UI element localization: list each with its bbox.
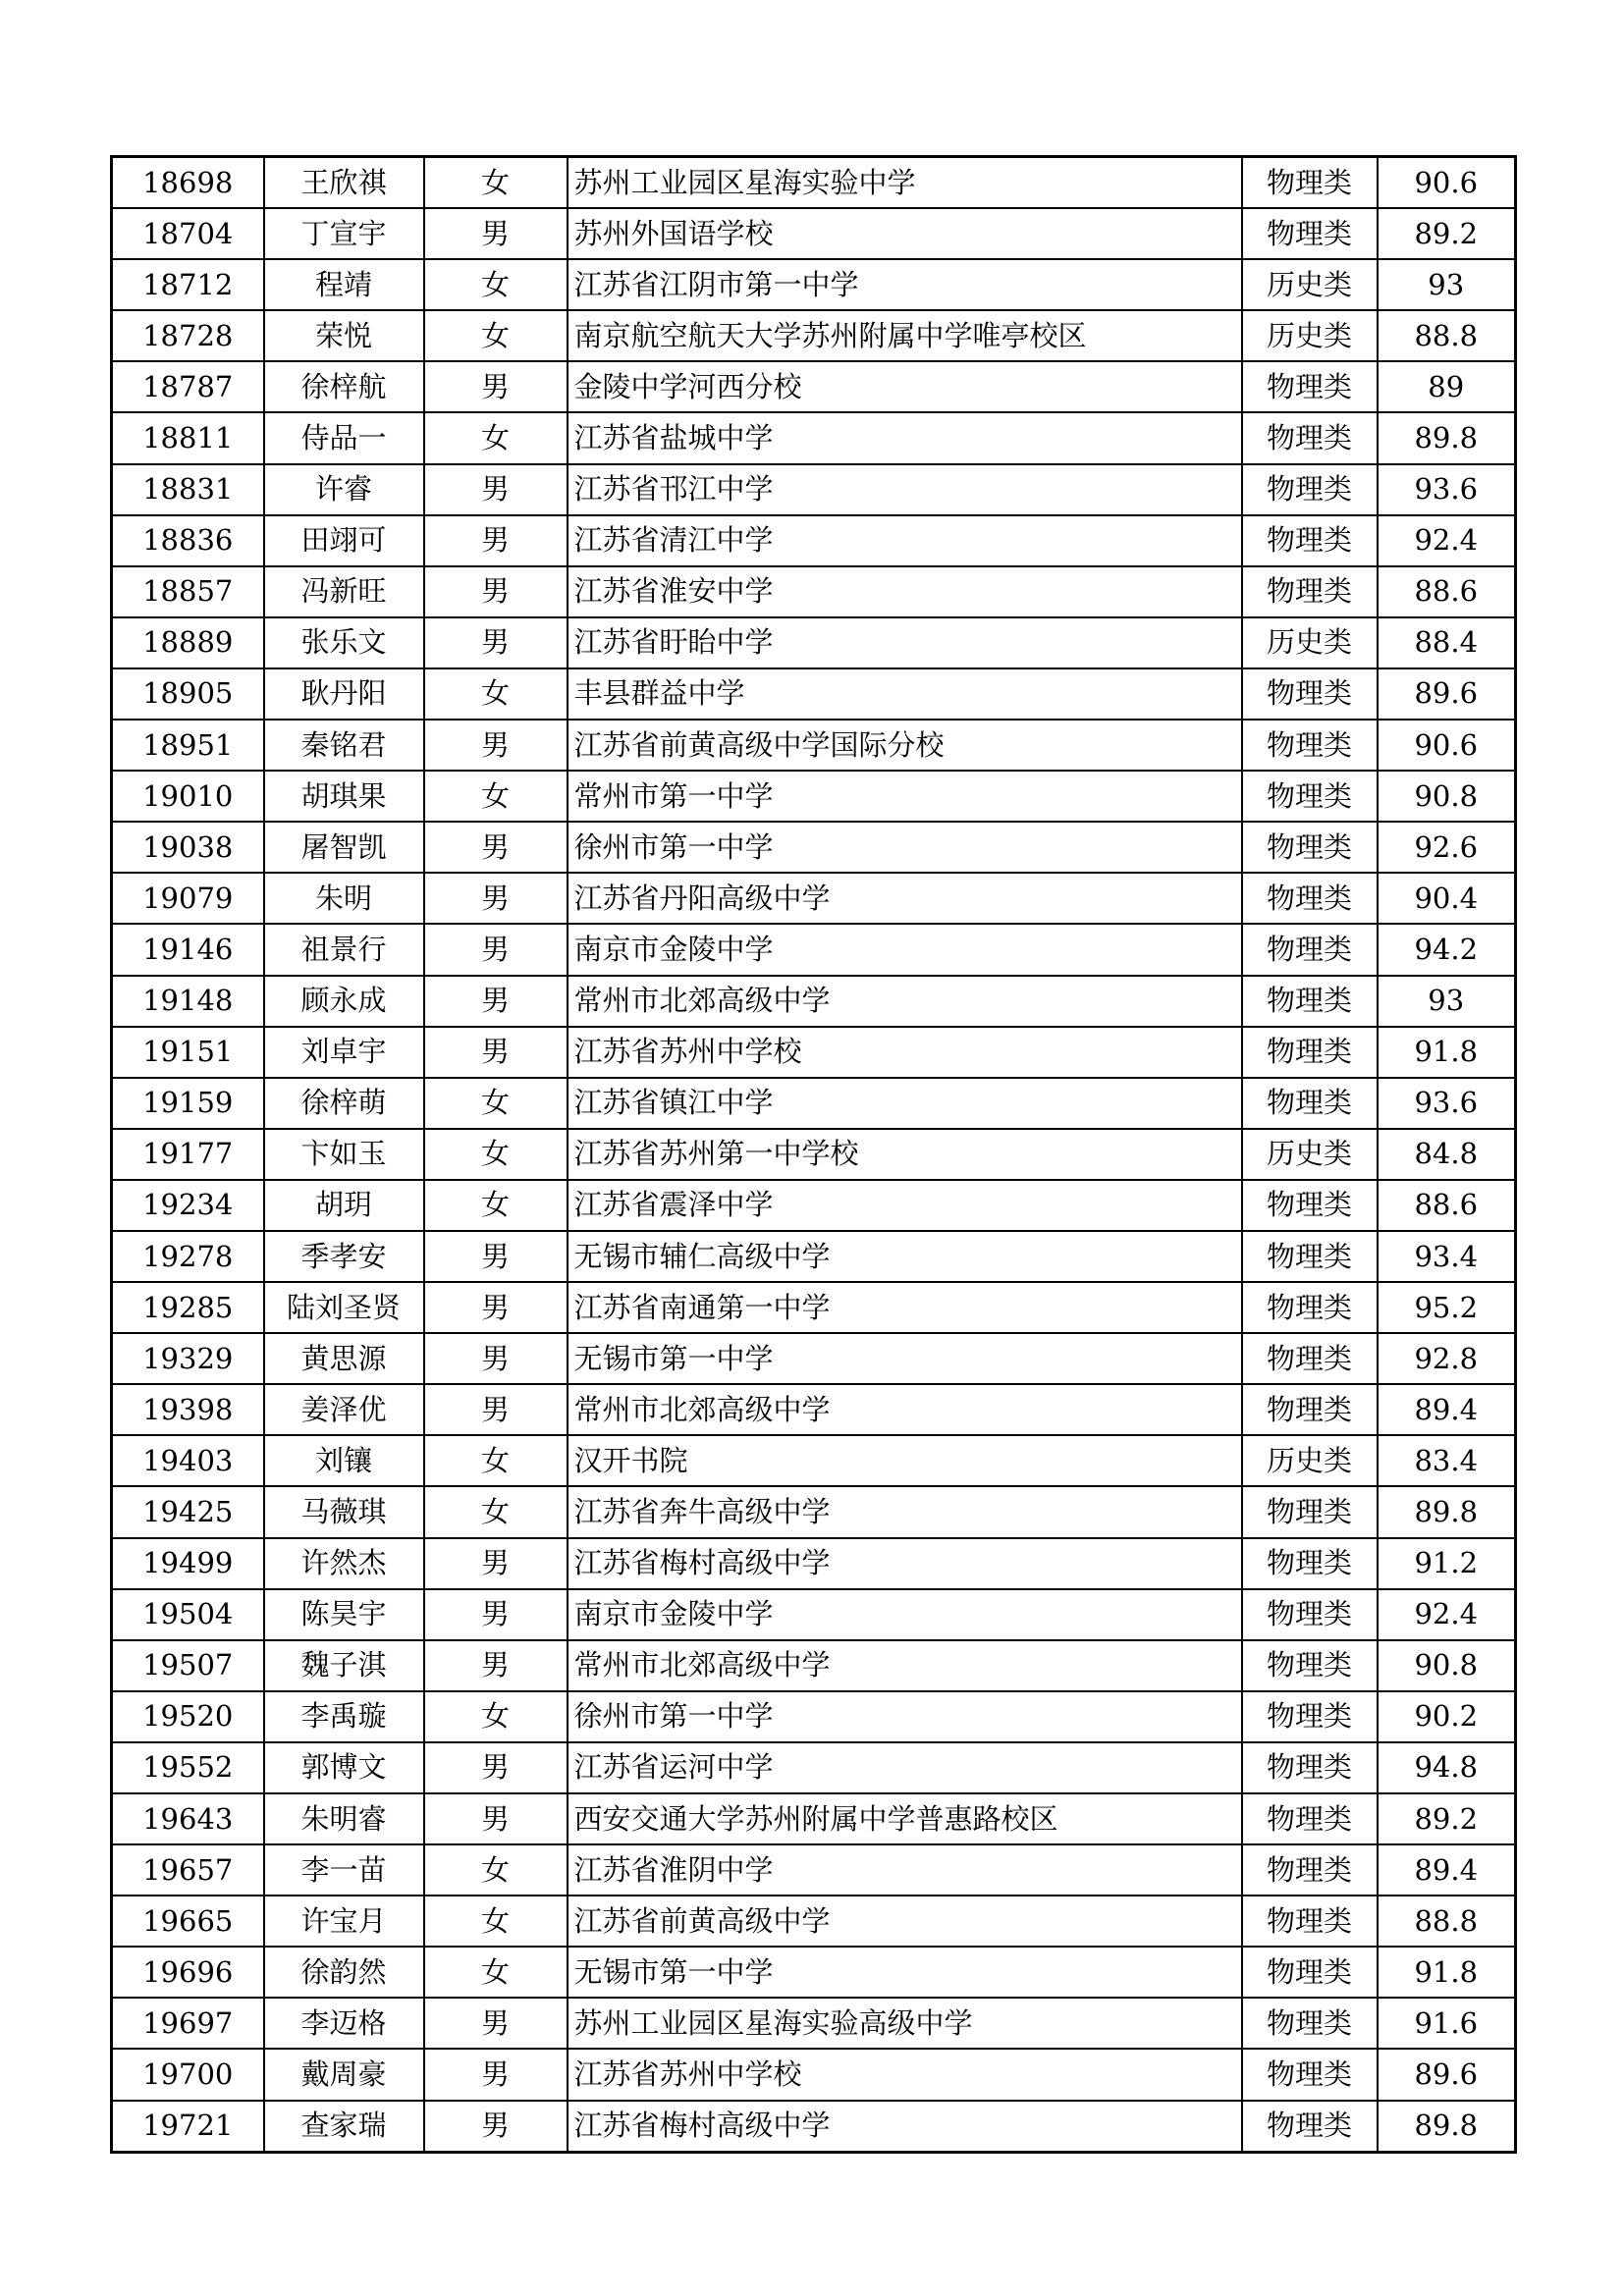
candidate-id-cell: 19520 bbox=[112, 1691, 264, 1742]
subject-track-cell: 物理类 bbox=[1242, 1538, 1378, 1589]
school-cell: 江苏省苏州第一中学校 bbox=[568, 1129, 1242, 1180]
candidate-id-cell: 19038 bbox=[112, 822, 264, 873]
gender-cell: 男 bbox=[424, 1538, 568, 1589]
subject-track-cell: 物理类 bbox=[1242, 1078, 1378, 1129]
subject-track-cell: 物理类 bbox=[1242, 361, 1378, 412]
gender-cell: 女 bbox=[424, 1691, 568, 1742]
gender-cell: 男 bbox=[424, 1640, 568, 1691]
score-cell: 89.4 bbox=[1378, 1844, 1516, 1896]
student-name-cell: 马薇琪 bbox=[264, 1486, 424, 1537]
school-cell: 江苏省盐城中学 bbox=[568, 412, 1242, 463]
student-name-cell: 李迈格 bbox=[264, 1998, 424, 2049]
gender-cell: 女 bbox=[424, 668, 568, 720]
subject-track-cell: 物理类 bbox=[1242, 464, 1378, 515]
candidate-id-cell: 18787 bbox=[112, 361, 264, 412]
table-row bbox=[112, 412, 1516, 463]
candidate-id-cell: 18712 bbox=[112, 259, 264, 310]
school-cell: 常州市北郊高级中学 bbox=[568, 976, 1242, 1027]
gender-cell: 女 bbox=[424, 412, 568, 463]
candidate-id-cell: 18905 bbox=[112, 668, 264, 720]
subject-track-cell: 物理类 bbox=[1242, 668, 1378, 720]
table-row bbox=[112, 1589, 1516, 1640]
score-cell: 88.4 bbox=[1378, 617, 1516, 668]
table-row bbox=[112, 1333, 1516, 1384]
score-cell: 88.6 bbox=[1378, 566, 1516, 617]
gender-cell: 女 bbox=[424, 1180, 568, 1231]
subject-track-cell: 物理类 bbox=[1242, 208, 1378, 259]
table-row bbox=[112, 1027, 1516, 1078]
score-cell: 94.2 bbox=[1378, 924, 1516, 975]
table-row bbox=[112, 720, 1516, 771]
table-row bbox=[112, 1129, 1516, 1180]
school-cell: 汉开书院 bbox=[568, 1435, 1242, 1486]
gender-cell: 男 bbox=[424, 1742, 568, 1793]
score-table-body bbox=[112, 157, 1516, 2153]
score-cell: 88.8 bbox=[1378, 1896, 1516, 1947]
table-row bbox=[112, 361, 1516, 412]
school-cell: 常州市第一中学 bbox=[568, 771, 1242, 822]
candidate-id-cell: 19552 bbox=[112, 1742, 264, 1793]
subject-track-cell: 物理类 bbox=[1242, 720, 1378, 771]
school-cell: 江苏省镇江中学 bbox=[568, 1078, 1242, 1129]
candidate-id-cell: 19697 bbox=[112, 1998, 264, 2049]
subject-track-cell: 物理类 bbox=[1242, 1231, 1378, 1282]
student-name-cell: 查家瑞 bbox=[264, 2101, 424, 2153]
subject-track-cell: 物理类 bbox=[1242, 1486, 1378, 1537]
score-cell: 91.8 bbox=[1378, 1027, 1516, 1078]
student-name-cell: 祖景行 bbox=[264, 924, 424, 975]
school-cell: 江苏省苏州中学校 bbox=[568, 1027, 1242, 1078]
subject-track-cell: 物理类 bbox=[1242, 1896, 1378, 1947]
gender-cell: 女 bbox=[424, 1078, 568, 1129]
score-cell: 89.6 bbox=[1378, 2049, 1516, 2100]
school-cell: 江苏省前黄高级中学国际分校 bbox=[568, 720, 1242, 771]
score-cell: 90.8 bbox=[1378, 771, 1516, 822]
student-name-cell: 秦铭君 bbox=[264, 720, 424, 771]
candidate-id-cell: 18831 bbox=[112, 464, 264, 515]
table-row bbox=[112, 1538, 1516, 1589]
table-row bbox=[112, 822, 1516, 873]
gender-cell: 女 bbox=[424, 157, 568, 209]
candidate-id-cell: 18857 bbox=[112, 566, 264, 617]
table-row bbox=[112, 259, 1516, 310]
score-cell: 92.6 bbox=[1378, 822, 1516, 873]
table-row bbox=[112, 1742, 1516, 1793]
gender-cell: 男 bbox=[424, 617, 568, 668]
table-row bbox=[112, 1844, 1516, 1896]
table-row bbox=[112, 1486, 1516, 1537]
subject-track-cell: 历史类 bbox=[1242, 310, 1378, 361]
table-row bbox=[112, 2101, 1516, 2153]
score-table bbox=[110, 155, 1517, 2154]
candidate-id-cell: 18704 bbox=[112, 208, 264, 259]
candidate-id-cell: 19010 bbox=[112, 771, 264, 822]
score-cell: 89.8 bbox=[1378, 412, 1516, 463]
score-cell: 89.2 bbox=[1378, 208, 1516, 259]
candidate-id-cell: 19148 bbox=[112, 976, 264, 1027]
candidate-id-cell: 18951 bbox=[112, 720, 264, 771]
gender-cell: 女 bbox=[424, 1947, 568, 1998]
student-name-cell: 丁宣宇 bbox=[264, 208, 424, 259]
school-cell: 苏州外国语学校 bbox=[568, 208, 1242, 259]
table-row bbox=[112, 1896, 1516, 1947]
subject-track-cell: 历史类 bbox=[1242, 1129, 1378, 1180]
candidate-id-cell: 19696 bbox=[112, 1947, 264, 1998]
score-cell: 89 bbox=[1378, 361, 1516, 412]
gender-cell: 男 bbox=[424, 1333, 568, 1384]
gender-cell: 男 bbox=[424, 1282, 568, 1333]
score-cell: 88.8 bbox=[1378, 310, 1516, 361]
candidate-id-cell: 19079 bbox=[112, 873, 264, 924]
gender-cell: 女 bbox=[424, 771, 568, 822]
school-cell: 无锡市第一中学 bbox=[568, 1947, 1242, 1998]
score-cell: 88.6 bbox=[1378, 1180, 1516, 1231]
table-row bbox=[112, 771, 1516, 822]
candidate-id-cell: 19507 bbox=[112, 1640, 264, 1691]
school-cell: 无锡市第一中学 bbox=[568, 1333, 1242, 1384]
gender-cell: 男 bbox=[424, 822, 568, 873]
school-cell: 江苏省梅村高级中学 bbox=[568, 2101, 1242, 2153]
subject-track-cell: 物理类 bbox=[1242, 1384, 1378, 1435]
student-name-cell: 冯新旺 bbox=[264, 566, 424, 617]
candidate-id-cell: 19700 bbox=[112, 2049, 264, 2100]
table-row bbox=[112, 157, 1516, 209]
school-cell: 江苏省淮阴中学 bbox=[568, 1844, 1242, 1896]
school-cell: 江苏省南通第一中学 bbox=[568, 1282, 1242, 1333]
score-cell: 89.6 bbox=[1378, 668, 1516, 720]
gender-cell: 男 bbox=[424, 1231, 568, 1282]
table-row bbox=[112, 1793, 1516, 1844]
gender-cell: 男 bbox=[424, 464, 568, 515]
table-row bbox=[112, 924, 1516, 975]
student-name-cell: 田翊可 bbox=[264, 515, 424, 566]
subject-track-cell: 物理类 bbox=[1242, 976, 1378, 1027]
table-row bbox=[112, 1180, 1516, 1231]
score-cell: 83.4 bbox=[1378, 1435, 1516, 1486]
subject-track-cell: 物理类 bbox=[1242, 1691, 1378, 1742]
score-cell: 90.2 bbox=[1378, 1691, 1516, 1742]
gender-cell: 女 bbox=[424, 1896, 568, 1947]
school-cell: 常州市北郊高级中学 bbox=[568, 1640, 1242, 1691]
subject-track-cell: 历史类 bbox=[1242, 1435, 1378, 1486]
table-row bbox=[112, 310, 1516, 361]
gender-cell: 女 bbox=[424, 310, 568, 361]
subject-track-cell: 物理类 bbox=[1242, 1998, 1378, 2049]
subject-track-cell: 物理类 bbox=[1242, 1947, 1378, 1998]
gender-cell: 女 bbox=[424, 1486, 568, 1537]
score-cell: 90.8 bbox=[1378, 1640, 1516, 1691]
candidate-id-cell: 19146 bbox=[112, 924, 264, 975]
table-row bbox=[112, 515, 1516, 566]
student-name-cell: 魏子淇 bbox=[264, 1640, 424, 1691]
student-name-cell: 程靖 bbox=[264, 259, 424, 310]
candidate-id-cell: 19278 bbox=[112, 1231, 264, 1282]
candidate-id-cell: 19403 bbox=[112, 1435, 264, 1486]
gender-cell: 男 bbox=[424, 1793, 568, 1844]
score-cell: 89.4 bbox=[1378, 1384, 1516, 1435]
gender-cell: 男 bbox=[424, 361, 568, 412]
school-cell: 江苏省邗江中学 bbox=[568, 464, 1242, 515]
table-row bbox=[112, 1078, 1516, 1129]
school-cell: 江苏省淮安中学 bbox=[568, 566, 1242, 617]
score-cell: 93 bbox=[1378, 259, 1516, 310]
subject-track-cell: 物理类 bbox=[1242, 771, 1378, 822]
gender-cell: 女 bbox=[424, 259, 568, 310]
table-row bbox=[112, 1640, 1516, 1691]
student-name-cell: 屠智凯 bbox=[264, 822, 424, 873]
candidate-id-cell: 18698 bbox=[112, 157, 264, 209]
student-name-cell: 徐梓航 bbox=[264, 361, 424, 412]
candidate-id-cell: 19504 bbox=[112, 1589, 264, 1640]
score-cell: 91.8 bbox=[1378, 1947, 1516, 1998]
school-cell: 徐州市第一中学 bbox=[568, 822, 1242, 873]
student-name-cell: 刘镶 bbox=[264, 1435, 424, 1486]
school-cell: 江苏省丹阳高级中学 bbox=[568, 873, 1242, 924]
subject-track-cell: 物理类 bbox=[1242, 1333, 1378, 1384]
gender-cell: 男 bbox=[424, 1998, 568, 2049]
candidate-id-cell: 19398 bbox=[112, 1384, 264, 1435]
student-name-cell: 许然杰 bbox=[264, 1538, 424, 1589]
gender-cell: 女 bbox=[424, 1435, 568, 1486]
school-cell: 丰县群益中学 bbox=[568, 668, 1242, 720]
student-name-cell: 季孝安 bbox=[264, 1231, 424, 1282]
student-name-cell: 刘卓宇 bbox=[264, 1027, 424, 1078]
score-cell: 92.8 bbox=[1378, 1333, 1516, 1384]
score-cell: 91.6 bbox=[1378, 1998, 1516, 2049]
candidate-id-cell: 19285 bbox=[112, 1282, 264, 1333]
subject-track-cell: 物理类 bbox=[1242, 1640, 1378, 1691]
school-cell: 江苏省江阴市第一中学 bbox=[568, 259, 1242, 310]
score-cell: 89.8 bbox=[1378, 1486, 1516, 1537]
table-row bbox=[112, 1435, 1516, 1486]
subject-track-cell: 物理类 bbox=[1242, 1282, 1378, 1333]
candidate-id-cell: 19499 bbox=[112, 1538, 264, 1589]
score-cell: 84.8 bbox=[1378, 1129, 1516, 1180]
score-cell: 92.4 bbox=[1378, 515, 1516, 566]
subject-track-cell: 物理类 bbox=[1242, 1589, 1378, 1640]
student-name-cell: 徐梓萌 bbox=[264, 1078, 424, 1129]
score-cell: 93.6 bbox=[1378, 464, 1516, 515]
gender-cell: 男 bbox=[424, 566, 568, 617]
student-name-cell: 郭博文 bbox=[264, 1742, 424, 1793]
candidate-id-cell: 19329 bbox=[112, 1333, 264, 1384]
subject-track-cell: 物理类 bbox=[1242, 157, 1378, 209]
subject-track-cell: 物理类 bbox=[1242, 1180, 1378, 1231]
table-row bbox=[112, 208, 1516, 259]
school-cell: 南京市金陵中学 bbox=[568, 924, 1242, 975]
score-cell: 93.6 bbox=[1378, 1078, 1516, 1129]
score-cell: 93.4 bbox=[1378, 1231, 1516, 1282]
gender-cell: 男 bbox=[424, 924, 568, 975]
student-name-cell: 荣悦 bbox=[264, 310, 424, 361]
candidate-id-cell: 19721 bbox=[112, 2101, 264, 2153]
school-cell: 南京市金陵中学 bbox=[568, 1589, 1242, 1640]
subject-track-cell: 物理类 bbox=[1242, 2101, 1378, 2153]
table-row bbox=[112, 2049, 1516, 2100]
gender-cell: 男 bbox=[424, 1027, 568, 1078]
score-cell: 89.2 bbox=[1378, 1793, 1516, 1844]
score-cell: 92.4 bbox=[1378, 1589, 1516, 1640]
candidate-id-cell: 18836 bbox=[112, 515, 264, 566]
candidate-id-cell: 18811 bbox=[112, 412, 264, 463]
student-name-cell: 陈昊宇 bbox=[264, 1589, 424, 1640]
student-name-cell: 许宝月 bbox=[264, 1896, 424, 1947]
score-cell: 90.6 bbox=[1378, 157, 1516, 209]
subject-track-cell: 物理类 bbox=[1242, 924, 1378, 975]
school-cell: 江苏省清江中学 bbox=[568, 515, 1242, 566]
gender-cell: 男 bbox=[424, 1589, 568, 1640]
candidate-id-cell: 19177 bbox=[112, 1129, 264, 1180]
student-name-cell: 李禹璇 bbox=[264, 1691, 424, 1742]
school-cell: 江苏省前黄高级中学 bbox=[568, 1896, 1242, 1947]
student-name-cell: 徐韵然 bbox=[264, 1947, 424, 1998]
subject-track-cell: 物理类 bbox=[1242, 412, 1378, 463]
table-row bbox=[112, 1947, 1516, 1998]
table-row bbox=[112, 1998, 1516, 2049]
student-name-cell: 耿丹阳 bbox=[264, 668, 424, 720]
student-name-cell: 胡玥 bbox=[264, 1180, 424, 1231]
table-row bbox=[112, 1282, 1516, 1333]
student-name-cell: 陆刘圣贤 bbox=[264, 1282, 424, 1333]
candidate-id-cell: 18889 bbox=[112, 617, 264, 668]
student-name-cell: 姜泽优 bbox=[264, 1384, 424, 1435]
school-cell: 金陵中学河西分校 bbox=[568, 361, 1242, 412]
student-name-cell: 侍品一 bbox=[264, 412, 424, 463]
candidate-id-cell: 19159 bbox=[112, 1078, 264, 1129]
gender-cell: 女 bbox=[424, 1129, 568, 1180]
student-name-cell: 王欣祺 bbox=[264, 157, 424, 209]
subject-track-cell: 物理类 bbox=[1242, 515, 1378, 566]
score-cell: 89.8 bbox=[1378, 2101, 1516, 2153]
table-row bbox=[112, 464, 1516, 515]
subject-track-cell: 物理类 bbox=[1242, 873, 1378, 924]
gender-cell: 男 bbox=[424, 515, 568, 566]
school-cell: 江苏省奔牛高级中学 bbox=[568, 1486, 1242, 1537]
school-cell: 江苏省震泽中学 bbox=[568, 1180, 1242, 1231]
student-name-cell: 李一苗 bbox=[264, 1844, 424, 1896]
student-name-cell: 许睿 bbox=[264, 464, 424, 515]
score-cell: 90.6 bbox=[1378, 720, 1516, 771]
student-name-cell: 朱明睿 bbox=[264, 1793, 424, 1844]
table-row bbox=[112, 668, 1516, 720]
table-row bbox=[112, 1384, 1516, 1435]
subject-track-cell: 历史类 bbox=[1242, 617, 1378, 668]
student-name-cell: 戴周豪 bbox=[264, 2049, 424, 2100]
gender-cell: 男 bbox=[424, 1384, 568, 1435]
student-name-cell: 胡琪果 bbox=[264, 771, 424, 822]
table-row bbox=[112, 1691, 1516, 1742]
school-cell: 苏州工业园区星海实验中学 bbox=[568, 157, 1242, 209]
student-name-cell: 朱明 bbox=[264, 873, 424, 924]
subject-track-cell: 物理类 bbox=[1242, 2049, 1378, 2100]
table-row bbox=[112, 873, 1516, 924]
school-cell: 常州市北郊高级中学 bbox=[568, 1384, 1242, 1435]
score-cell: 90.4 bbox=[1378, 873, 1516, 924]
student-name-cell: 黄思源 bbox=[264, 1333, 424, 1384]
school-cell: 江苏省梅村高级中学 bbox=[568, 1538, 1242, 1589]
school-cell: 徐州市第一中学 bbox=[568, 1691, 1242, 1742]
subject-track-cell: 历史类 bbox=[1242, 259, 1378, 310]
student-name-cell: 卞如玉 bbox=[264, 1129, 424, 1180]
gender-cell: 男 bbox=[424, 208, 568, 259]
candidate-id-cell: 19425 bbox=[112, 1486, 264, 1537]
candidate-id-cell: 18728 bbox=[112, 310, 264, 361]
school-cell: 江苏省苏州中学校 bbox=[568, 2049, 1242, 2100]
subject-track-cell: 物理类 bbox=[1242, 566, 1378, 617]
gender-cell: 女 bbox=[424, 1844, 568, 1896]
candidate-id-cell: 19234 bbox=[112, 1180, 264, 1231]
student-name-cell: 顾永成 bbox=[264, 976, 424, 1027]
score-cell: 91.2 bbox=[1378, 1538, 1516, 1589]
score-cell: 94.8 bbox=[1378, 1742, 1516, 1793]
school-cell: 江苏省盱眙中学 bbox=[568, 617, 1242, 668]
candidate-id-cell: 19657 bbox=[112, 1844, 264, 1896]
gender-cell: 男 bbox=[424, 873, 568, 924]
gender-cell: 男 bbox=[424, 720, 568, 771]
student-name-cell: 张乐文 bbox=[264, 617, 424, 668]
gender-cell: 男 bbox=[424, 2049, 568, 2100]
score-cell: 93 bbox=[1378, 976, 1516, 1027]
table-row bbox=[112, 1231, 1516, 1282]
table-row bbox=[112, 976, 1516, 1027]
gender-cell: 男 bbox=[424, 976, 568, 1027]
candidate-id-cell: 19665 bbox=[112, 1896, 264, 1947]
score-cell: 95.2 bbox=[1378, 1282, 1516, 1333]
subject-track-cell: 物理类 bbox=[1242, 1793, 1378, 1844]
subject-track-cell: 物理类 bbox=[1242, 1844, 1378, 1896]
school-cell: 无锡市辅仁高级中学 bbox=[568, 1231, 1242, 1282]
school-cell: 江苏省运河中学 bbox=[568, 1742, 1242, 1793]
gender-cell: 男 bbox=[424, 2101, 568, 2153]
table-row bbox=[112, 617, 1516, 668]
subject-track-cell: 物理类 bbox=[1242, 1027, 1378, 1078]
school-cell: 苏州工业园区星海实验高级中学 bbox=[568, 1998, 1242, 2049]
candidate-id-cell: 19643 bbox=[112, 1793, 264, 1844]
table-row bbox=[112, 566, 1516, 617]
school-cell: 南京航空航天大学苏州附属中学唯亭校区 bbox=[568, 310, 1242, 361]
candidate-id-cell: 19151 bbox=[112, 1027, 264, 1078]
school-cell: 西安交通大学苏州附属中学普惠路校区 bbox=[568, 1793, 1242, 1844]
subject-track-cell: 物理类 bbox=[1242, 1742, 1378, 1793]
subject-track-cell: 物理类 bbox=[1242, 822, 1378, 873]
